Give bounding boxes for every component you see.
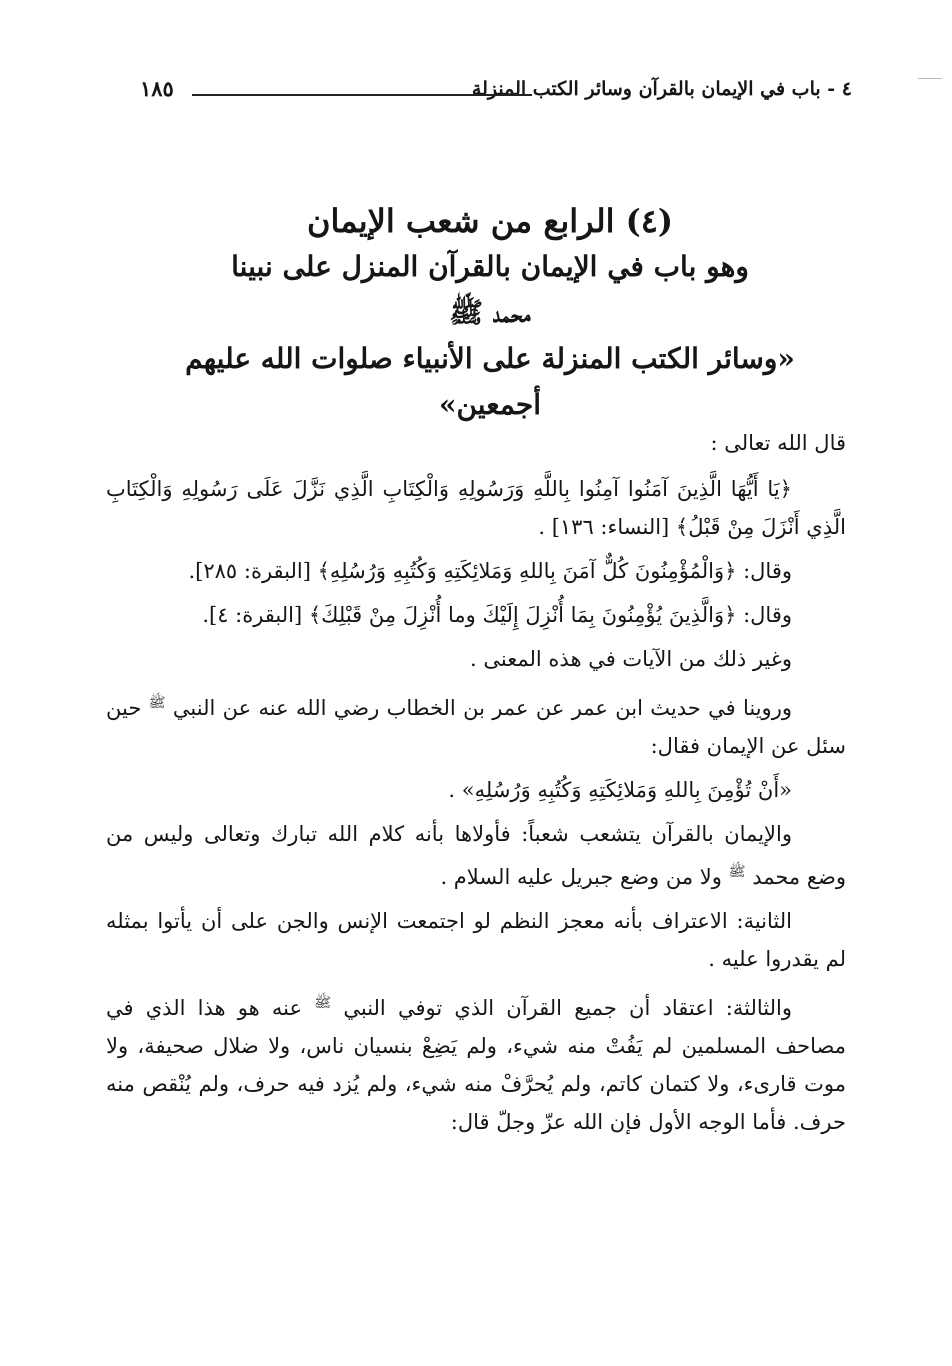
hadith-quote: «أَنْ تُؤْمِنَ بِاللهِ وَمَلائِكَتِهِ وَكُتُبِهِ وَرُسُلِهِ» . xyxy=(448,778,792,802)
body-text xyxy=(106,424,846,1147)
paragraph-first-branch xyxy=(106,815,846,896)
chapter-subtitle-line-2: محمد ﷺ xyxy=(449,296,531,329)
chapter-heading xyxy=(120,198,860,428)
chapter-subtitle-line-1: وهو باب في الإيمان بالقرآن المنزل على نبينا xyxy=(231,250,749,283)
paragraph-text: وروينا في حديث ابن عمر عن عمر بن الخطاب رضي الله عنه عن النبي xyxy=(172,696,792,720)
paragraph-text: والإيمان بالقرآن يتشعب شعباً: فأولاها بأنه كلام الله تبارك وتعالى وليس من وضع محمد xyxy=(106,822,846,889)
paragraph-text: عنه هو هذا الذي في مصاحف المسلمين لم يَفُتْ منه شيء، ولم يَضِعْ بنسيان ناس، ولا ضلال صحيفة، ولا موت قارىء، ولا كتمان كاتم، ولم يُحرَّفْ منه شيء، ولم يُزد فيه حرف، ولم يُنْقص منه حرف. فأما الوجه الأول فإن الله عزّ وجلّ قال: xyxy=(106,996,846,1134)
header-rule xyxy=(192,94,532,96)
chapter-subtitle-line-4: أجمعين» xyxy=(438,388,542,421)
honorific-ligature: ﷺ xyxy=(148,695,166,711)
paragraph-text: حين سئل عن الإيمان فقال: xyxy=(106,696,846,758)
quran-verse-nisa: ﴿يَا أَيُّهَا الَّذِينَ آمَنُوا آمِنُوا بِاللَّهِ وَرَسُولِهِ وَالْكِتَابِ الَّذِي نَزَّلَ عَلَى رَسُولِهِ وَالْكِتَابِ الَّذِي أَنْزَلَ مِنْ قَبْلُ﴾ [النساء: ١٣٦] . xyxy=(106,477,846,539)
running-title: ٤ - باب في الإيمان بالقرآن وسائر الكتب المنزلة xyxy=(471,78,852,100)
paragraph-second-branch: الثانية: الاعتراف بأنه معجز النظم لو اجتمعت الإنس والجن على أن يأتوا بمثله لم يقدروا عليه . xyxy=(106,909,846,971)
edge-mark xyxy=(918,78,942,79)
paragraph-text: والثالثة: اعتقاد أن جميع القرآن الذي توفي النبي xyxy=(343,996,792,1020)
chapter-title: (٤) الرابع من شعب الإيمان xyxy=(306,202,674,240)
paragraph-text: ولا من وضع جبريل عليه السلام . xyxy=(440,865,722,889)
chapter-subtitle-line-3: «وسائر الكتب المنزلة على الأنبياء صلوات الله عليهم xyxy=(185,342,795,375)
paragraph-hadith-narration xyxy=(106,684,846,765)
intro-line: قال الله تعالى : xyxy=(710,431,846,455)
paragraph-other-verses: وغير ذلك من الآيات في هذه المعنى . xyxy=(470,647,792,671)
page-number: ١٨٥ xyxy=(140,76,174,101)
paragraph-third-branch xyxy=(106,984,846,1141)
honorific-ligature: ﷺ xyxy=(728,864,746,880)
honorific-ligature: ﷺ xyxy=(314,995,332,1011)
quran-verse-baqara-285: وقال: ﴿وَالْمُؤْمِنُونَ كُلٌّ آمَنَ بِاللهِ وَمَلائِكَتِهِ وَكُتُبِهِ وَرُسُلِهِ﴾ [البقرة: ٢٨٥]. xyxy=(188,559,792,583)
page-header xyxy=(140,72,852,112)
quran-verse-baqara-4: وقال: ﴿وَالَّذِينَ يُؤْمِنُونَ بِمَا أُنْزِلَ إِلَيْكَ وما أُنْزِلَ مِنْ قَبْلِكَ﴾ [البقرة: ٤]. xyxy=(202,603,792,627)
